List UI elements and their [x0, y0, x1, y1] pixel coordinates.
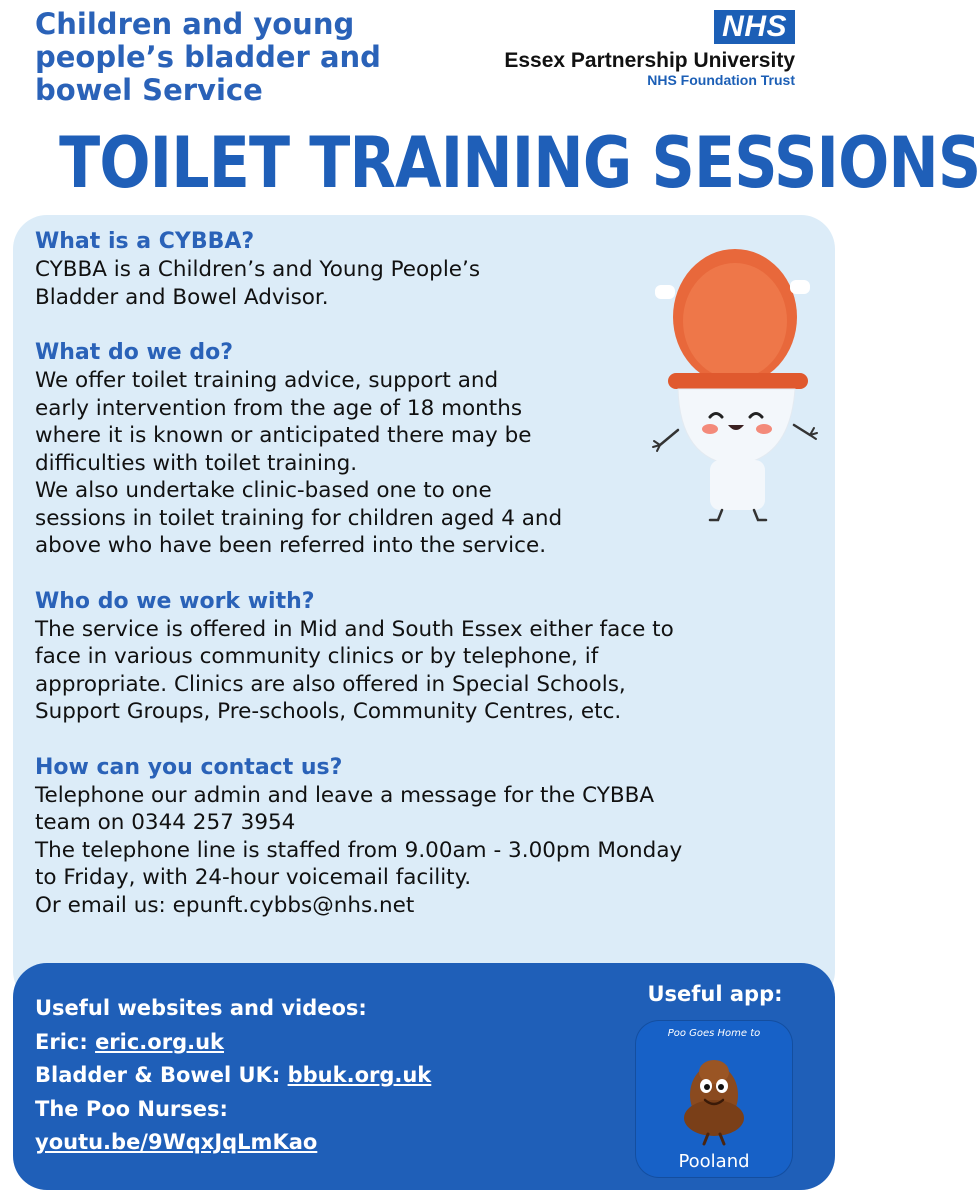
eric-label: Eric: — [35, 1029, 96, 1054]
info-content — [35, 228, 835, 947]
page-title: TOILET TRAINING SESSIONS — [59, 122, 980, 204]
section-contact — [35, 754, 835, 920]
trust-name: Essex Partnership University — [504, 49, 795, 72]
contact-email-text: Or email us: epunft.cybbs@nhs.net — [35, 892, 415, 918]
eric-line — [35, 1026, 595, 1060]
section-heading: How can you contact us? — [35, 754, 343, 780]
contact-hours-text: The telephone line is staffed from 9.00am - 3.00pm Monday to Friday, with 24-hour voicemail facility. — [35, 837, 683, 890]
bbuk-line — [35, 1059, 595, 1093]
poo-nurses-label: The Poo Nurses: — [35, 1096, 228, 1121]
app-top-text: Poo Goes Home to — [667, 1028, 761, 1039]
section-text: We offer toilet training advice, support and early intervention from the age of 18 months where it is known or anticipated there may be difficulties with toilet training. — [35, 368, 532, 476]
useful-websites — [35, 992, 595, 1160]
pooland-app-icon[interactable] — [635, 1020, 793, 1178]
websites-heading: Useful websites and videos: — [35, 996, 367, 1020]
section-what-do-we-do — [35, 339, 835, 560]
bbuk-label: Bladder & Bowel UK: — [35, 1063, 288, 1087]
trust-subtitle: NHS Foundation Trust — [647, 72, 795, 88]
bbuk-link[interactable]: bbuk.org.uk — [287, 1063, 432, 1087]
contact-phone-text: Telephone our admin and leave a message for the CYBBA team on 0344 257 3954 — [35, 782, 655, 835]
section-who-do-we-work-with — [35, 588, 835, 726]
service-title: Children and young people’s bladder and bowel Service — [35, 7, 381, 107]
nhs-logo: NHS — [714, 10, 795, 44]
section-heading: What do we do? — [35, 340, 233, 365]
section-text: We also undertake clinic-based one to one sessions in toilet training for children aged 4 and above who have been referred into the service. — [35, 478, 563, 558]
section-text: CYBBA is a Children’s and Young People’s Bladder and Bowel Advisor. — [35, 257, 481, 310]
section-heading: Who do we work with? — [35, 588, 315, 614]
app-heading: Useful app: — [647, 982, 783, 1006]
section-what-is-cybba — [35, 228, 835, 311]
app-name: Pooland — [678, 1151, 750, 1172]
eric-link[interactable]: eric.org.uk — [95, 1029, 224, 1054]
section-heading: What is a CYBBA? — [35, 229, 255, 254]
section-text: The service is offered in Mid and South Essex either face to face in various community clinics or by telephone, if appropriate. Clinics are also offered in Special Schools, Support Groups, Pre-schools, Community Centres, etc. — [35, 616, 674, 724]
nhs-trust-logo — [455, 10, 795, 88]
poo-nurses-link[interactable]: youtu.be/9WqxJqLmKao — [35, 1130, 318, 1154]
